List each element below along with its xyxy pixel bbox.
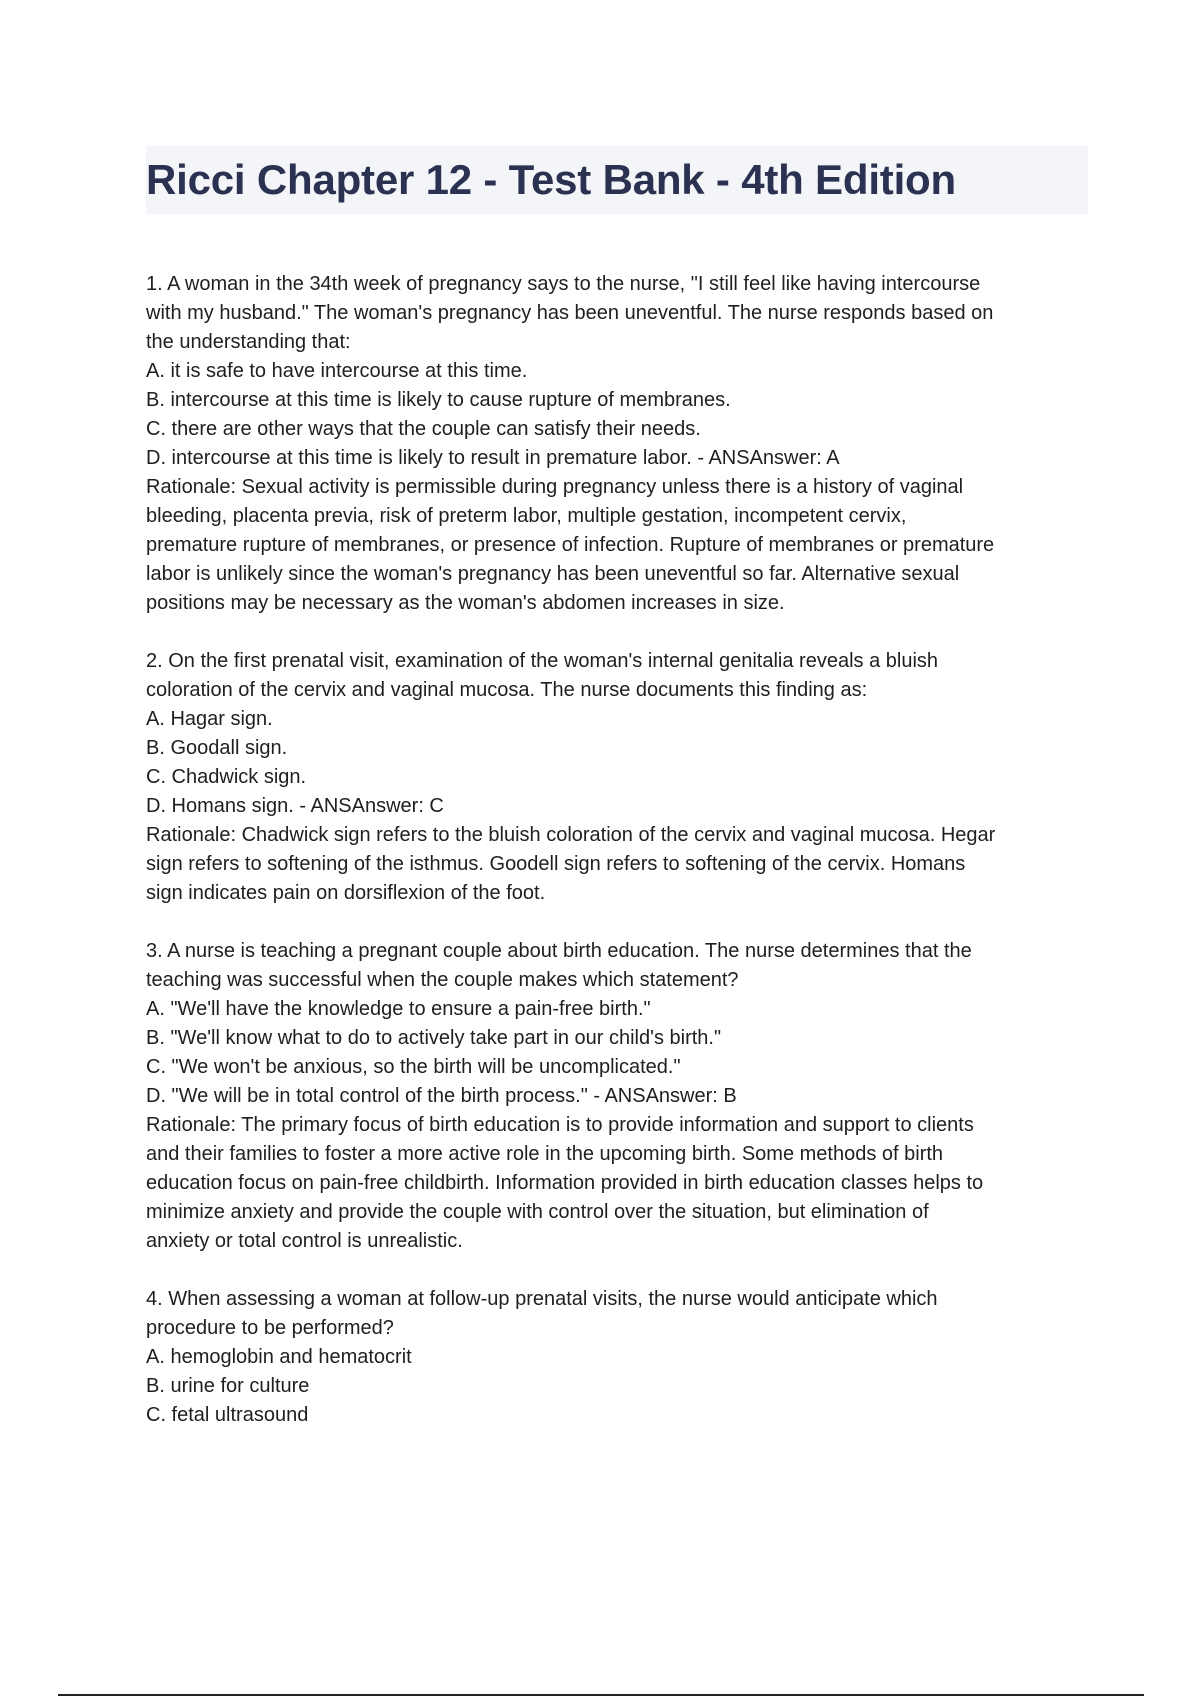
question-text-line: Rationale: The primary focus of birth education is to provide information and support to clients — [146, 1114, 974, 1136]
question-text-line: the understanding that: — [146, 331, 351, 353]
question-text-line: minimize anxiety and provide the couple with control over the situation, but elimination of — [146, 1201, 929, 1223]
question-text-line: B. intercourse at this time is likely to cause rupture of membranes. — [146, 389, 731, 411]
question-text-line: coloration of the cervix and vaginal mucosa. The nurse documents this finding as: — [146, 679, 868, 701]
question-text-line: procedure to be performed? — [146, 1317, 394, 1339]
question-text-line: anxiety or total control is unrealistic. — [146, 1230, 463, 1252]
footer-divider — [58, 1694, 1144, 1696]
question-text-line: D. "We will be in total control of the birth process." - ANSAnswer: B — [146, 1085, 737, 1107]
question-text-line: teaching was successful when the couple makes which statement? — [146, 969, 739, 991]
question-text-line: and their families to foster a more active role in the upcoming birth. Some methods of birth — [146, 1143, 944, 1165]
question-text-line: A. "We'll have the knowledge to ensure a pain-free birth." — [146, 998, 651, 1020]
question-text-line: with my husband." The woman's pregnancy has been uneventful. The nurse responds based on — [146, 302, 994, 324]
question-list — [146, 270, 1092, 1459]
title-banner — [146, 146, 1088, 214]
question-text-line: B. urine for culture — [146, 1375, 310, 1397]
question-text-line: C. "We won't be anxious, so the birth will be uncomplicated." — [146, 1056, 681, 1078]
question-text-line: A. hemoglobin and hematocrit — [146, 1346, 412, 1368]
page-title: Ricci Chapter 12 - Test Bank - 4th Edition — [146, 156, 956, 203]
question-text-line: A. it is safe to have intercourse at this time. — [146, 360, 528, 382]
question-text-line: D. intercourse at this time is likely to result in premature labor. - ANSAnswer: A — [146, 447, 840, 469]
question-text-line: C. there are other ways that the couple can satisfy their needs. — [146, 418, 701, 440]
question-text-line: C. Chadwick sign. — [146, 766, 307, 788]
question-text-line: B. "We'll know what to do to actively take part in our child's birth." — [146, 1027, 722, 1049]
question-text-line: labor is unlikely since the woman's pregnancy has been uneventful so far. Alternative sexual — [146, 563, 960, 585]
question-block — [146, 937, 1092, 1256]
question-text-line: 3. A nurse is teaching a pregnant couple about birth education. The nurse determines that the — [146, 940, 972, 962]
question-text-line: bleeding, placenta previa, risk of preterm labor, multiple gestation, incompetent cervix, — [146, 505, 907, 527]
question-text-line: C. fetal ultrasound — [146, 1404, 309, 1426]
question-block — [146, 647, 1092, 908]
question-text-line: sign refers to softening of the isthmus. Goodell sign refers to softening of the cervix. Homans — [146, 853, 966, 875]
question-text-line: positions may be necessary as the woman's abdomen increases in size. — [146, 592, 785, 614]
question-text-line: 1. A woman in the 34th week of pregnancy says to the nurse, "I still feel like having intercourse — [146, 273, 981, 295]
question-text-line: sign indicates pain on dorsiflexion of the foot. — [146, 882, 546, 904]
question-text-line: B. Goodall sign. — [146, 737, 288, 759]
question-block — [146, 270, 1092, 618]
question-text-line: A. Hagar sign. — [146, 708, 273, 730]
question-text-line: premature rupture of membranes, or presence of infection. Rupture of membranes or premature — [146, 534, 995, 556]
question-text-line: 4. When assessing a woman at follow-up prenatal visits, the nurse would anticipate which — [146, 1288, 938, 1310]
question-text-line: 2. On the first prenatal visit, examination of the woman's internal genitalia reveals a bluish — [146, 650, 939, 672]
question-text-line: Rationale: Sexual activity is permissible during pregnancy unless there is a history of vaginal — [146, 476, 964, 498]
question-text-line: Rationale: Chadwick sign refers to the bluish coloration of the cervix and vaginal mucosa. Hegar — [146, 824, 996, 846]
question-block — [146, 1285, 1092, 1430]
question-text-line: education focus on pain-free childbirth. Information provided in birth education classes helps to — [146, 1172, 984, 1194]
question-text-line: D. Homans sign. - ANSAnswer: C — [146, 795, 444, 817]
